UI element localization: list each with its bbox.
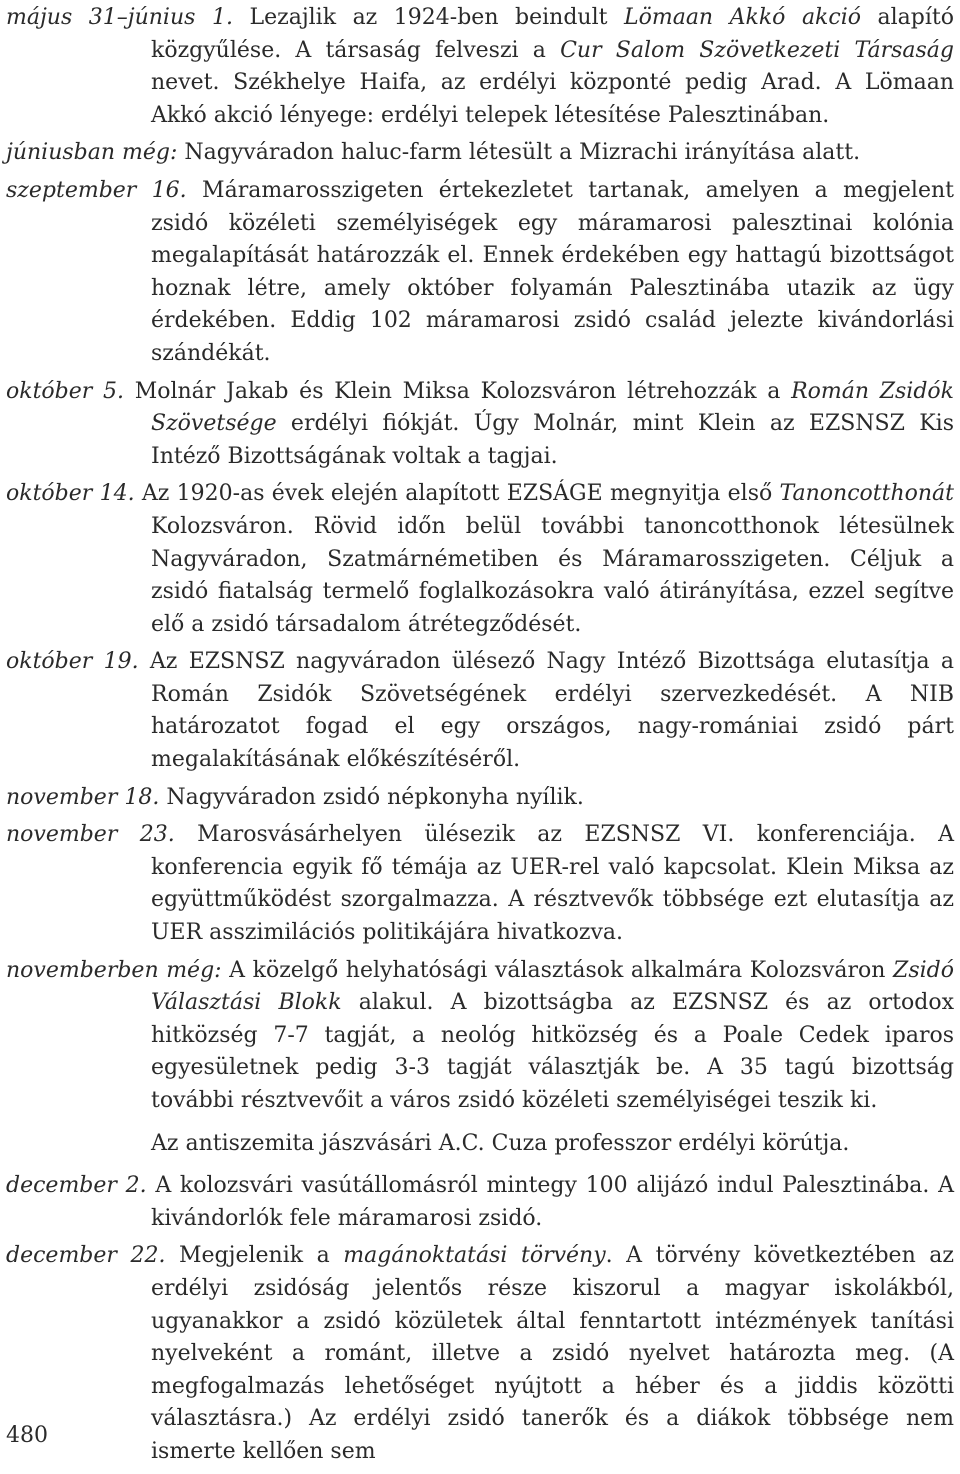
chronology-entry — [6, 782, 954, 815]
entry-text: alapító közgyűlése. A társaság felveszi a — [151, 5, 954, 63]
entry-date: novemberben még: — [6, 957, 222, 983]
entry-text: nevet. Székhelye Haifa, az erdélyi központé pedig Arad. A Lömaan Akkó akció lényege: erdélyi telepek létesítése Palesztinában. — [151, 70, 954, 128]
entry-date: október 19. — [6, 649, 139, 675]
entry-text-italic: Cur Salom Szövetkezeti Társaság — [560, 37, 955, 63]
entry-text-italic: Tanoncotthonát — [779, 481, 954, 507]
entry-text-italic: Lömaan Akkó akció — [623, 5, 861, 30]
entry-text-italic: Román Zsidók Szövetsége — [151, 378, 954, 437]
entry-text: A közelgő helyhatósági választások alkalmára Kolozsváron — [221, 957, 894, 983]
entry-text: Lezajlik az 1924-ben beindult — [232, 5, 624, 30]
entry-date: december 2. — [6, 1173, 147, 1199]
chronology-note: Az antiszemita jászvásári A.C. Cuza professzor erdélyi körútja. — [151, 1130, 850, 1156]
entry-date: november 23. — [6, 822, 175, 848]
chronology-entry — [6, 376, 954, 474]
entry-date: december 22. — [6, 1243, 166, 1269]
entry-date: szeptember 16. — [6, 177, 187, 203]
entry-text: Máramarosszigeten értekezletet tartanak, amelyen a megjelent zsidó közéleti személyiségek egy máramarosi palesztinai kolónia megalapítását határozzák el. Ennek érdekében egy hattagú bizottságot hoznak létre, amely október folyamán Palesztinába utazik az ügy érdekében. Eddig 102 máramarosi zsidó család jelezte kivándorlási szándékát. — [151, 177, 954, 366]
entry-text: Megjelenik a — [165, 1243, 344, 1269]
entry-text: Marosvásárhelyen ülésezik az EZSNSZ VI. konferenciája. A konferencia egyik fő témája az UER-rel való kapcsolat. Klein Miksa az együttműködést szorgalmazza. A résztvevők többsége ezt elutasítja az UER asszimilációs politikájára hivatkozva. — [151, 822, 954, 946]
entry-text: A kolozsvári vasútállomásról mintegy 100 alijázó indul Palesztinába. A kivándorlók fele máramarosi zsidó. — [146, 1173, 954, 1231]
chronology-entry — [6, 955, 954, 1118]
entry-text-italic: magánoktatási törvény — [343, 1243, 606, 1269]
entry-date: május 31–június 1. — [6, 5, 233, 30]
entry-text: Az EZSNSZ nagyváradon ülésező Nagy Intéző Bizottsága elutasítja a Román Zsidók Szövetségének erdélyi szervezkedését. A NIB határozatot fogad el egy országos, nagy-romániai zsidó párt megalakításának előkészítéséről. — [138, 649, 954, 773]
entry-date: júniusban még: — [6, 140, 178, 166]
entry-date: október 5. — [6, 378, 124, 404]
entry-text: Az 1920-as évek elején alapított EZSÁGE megnyitja első — [134, 481, 780, 507]
entry-text: alakul. A bizottságba az EZSNSZ és az ortodox hitközség 7-7 tagját, a neológ hitközség és a Poale Cedek iparos egyesületnek pedig 3-3 tagját választják be. A 35 tagú bizottság további résztvevőit a város zsidó közéleti személyiségei teszik ki. — [151, 990, 955, 1113]
chronology-entry — [6, 137, 954, 170]
chronology-entry — [6, 646, 954, 776]
entry-text: Nagyváradon haluc-farm létesült a Mizrachi irányítása alatt. — [177, 140, 861, 166]
chronology-entry — [6, 2, 954, 132]
entry-date: november 18. — [6, 784, 160, 810]
entry-date: október 14. — [6, 481, 135, 507]
chronology-entry — [6, 1240, 954, 1468]
page-number: 480 — [6, 1423, 48, 1448]
chronology-entry — [6, 175, 954, 371]
entry-text: Kolozsváron. Rövid időn belül további tanoncotthonok létesülnek Nagyváradon, Szatmárnémetiben és Máramarosszigeten. Céljuk a zsidó fiatalság termelő foglalkozásokra való átirányítása, ezzel segítve elő a zsidó társadalom átrétegződését. — [151, 513, 954, 637]
entry-text: . A törvény következtében az erdélyi zsidóság jelentős része kiszorul a magyar iskolákból, ugyanakkor a zsidó közületek által fenntartott intézmények tanítási nyelveként a románt, illetve a zsidó nyelvet határozta meg. (A megfogalmazás lehetőséget nyújtott a héber és a jiddis közötti választásra.) Az erdélyi zsidó tanerők és a diákok többsége nem ismerte kellően sem — [151, 1243, 954, 1464]
entry-text: Nagyváradon zsidó népkonyha nyílik. — [159, 784, 584, 810]
chronology-page — [6, 2, 954, 1474]
chronology-entry — [6, 478, 954, 641]
entry-text-italic: Zsidó Választási Blokk — [151, 957, 954, 1016]
chronology-entry — [6, 1170, 954, 1235]
chronology-entry — [6, 819, 954, 949]
entry-text: Molnár Jakab és Klein Miksa Kolozsváron létrehozzák a — [123, 378, 792, 404]
entry-text: erdélyi fiókját. Úgy Molnár, mint Klein az EZSNSZ Kis Intéző Bizottságának voltak a tagjai. — [151, 411, 954, 469]
